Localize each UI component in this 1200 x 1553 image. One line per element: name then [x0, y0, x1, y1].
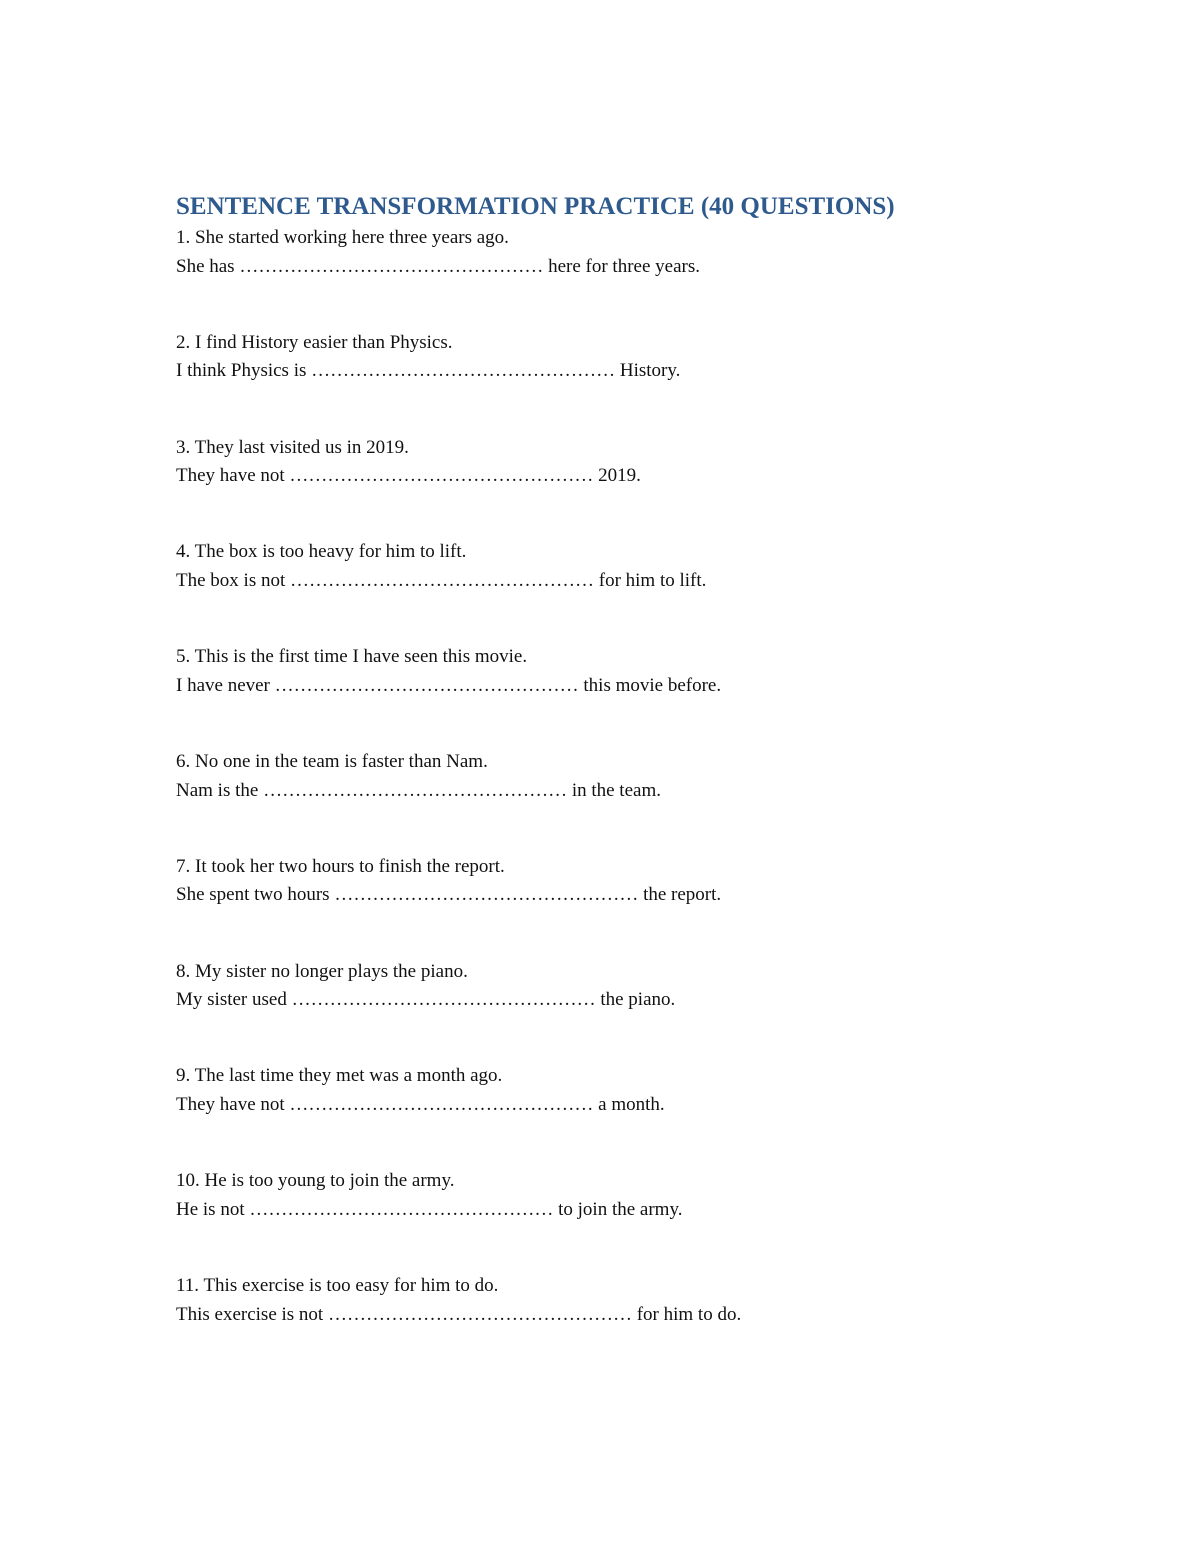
question-item: [176, 958, 1076, 1063]
question-item: [176, 224, 1076, 329]
question-original: 8. My sister no longer plays the piano.: [176, 960, 468, 982]
question-original: 6. No one in the team is faster than Nam.: [176, 750, 488, 772]
question-item: [176, 434, 1076, 539]
question-original: 4. The box is too heavy for him to lift.: [176, 541, 467, 563]
question-original: 1. She started working here three years ago.: [176, 227, 509, 248]
question-rewrite: The box is not ………………………………………… for him to lift.: [176, 569, 707, 591]
worksheet-page: [176, 190, 1076, 1377]
question-rewrite: He is not ………………………………………… to join the army.: [176, 1198, 683, 1220]
question-rewrite: I have never ………………………………………… this movie before.: [176, 674, 722, 696]
question-item: [176, 329, 1076, 434]
question-rewrite: My sister used ………………………………………… the piano.: [176, 989, 676, 1011]
question-item: [176, 1272, 1076, 1377]
question-item: [176, 853, 1076, 958]
question-rewrite: They have not ………………………………………… a month.: [176, 1093, 665, 1115]
question-item: [176, 538, 1076, 643]
question-original: 3. They last visited us in 2019.: [176, 436, 409, 458]
question-rewrite: They have not ………………………………………… 2019.: [176, 465, 641, 487]
question-item: [176, 1167, 1076, 1272]
question-original: 10. He is too young to join the army.: [176, 1170, 455, 1192]
question-original: 5. This is the first time I have seen this movie.: [176, 646, 528, 668]
question-rewrite: She has ………………………………………… here for three years.: [176, 255, 700, 277]
question-original: 11. This exercise is too easy for him to do.: [176, 1274, 499, 1296]
question-original: 7. It took her two hours to finish the report.: [176, 855, 505, 877]
question-rewrite: This exercise is not ………………………………………… for him to do.: [176, 1303, 742, 1325]
question-item: [176, 748, 1076, 853]
question-item: [176, 643, 1076, 748]
question-list: [176, 224, 1076, 1377]
question-item: [176, 1062, 1076, 1167]
question-rewrite: She spent two hours ………………………………………… the report.: [176, 884, 722, 906]
question-original: 2. I find History easier than Physics.: [176, 331, 453, 353]
worksheet-title: SENTENCE TRANSFORMATION PRACTICE (40 QUESTIONS): [176, 193, 895, 220]
question-rewrite: Nam is the ………………………………………… in the team.: [176, 779, 661, 801]
question-original: 9. The last time they met was a month ago.: [176, 1065, 503, 1087]
question-rewrite: I think Physics is ………………………………………… History.: [176, 360, 681, 382]
